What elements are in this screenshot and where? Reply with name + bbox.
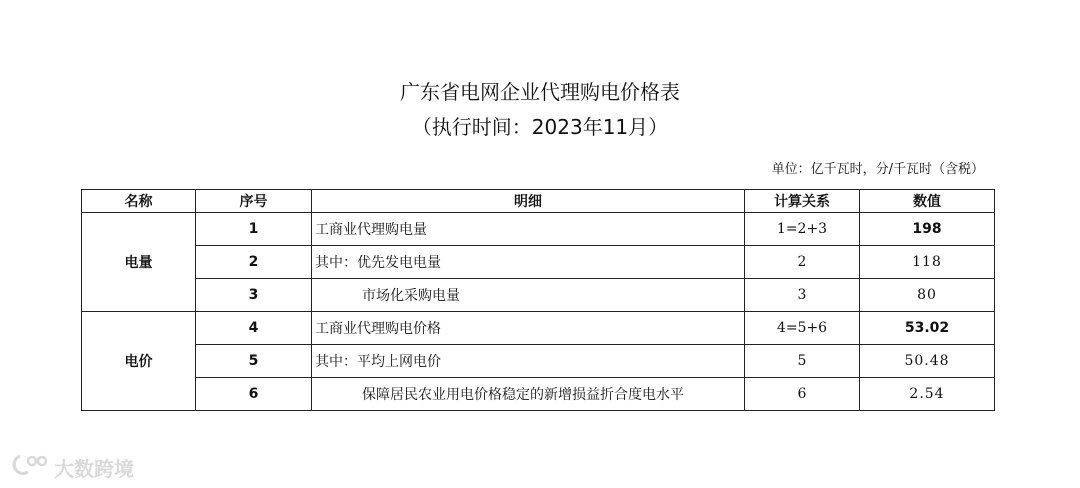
table-row <box>82 378 995 411</box>
watermark <box>10 452 134 483</box>
header-value: 数值 <box>860 190 995 213</box>
table-row <box>82 312 995 345</box>
row-calc: 1=2+3 <box>745 213 860 246</box>
unit-note: 单位：亿千瓦时，分/千瓦时（含税） <box>771 162 984 177</box>
row-value: 50.48 <box>860 345 995 378</box>
header-calc: 计算关系 <box>745 190 860 213</box>
table-row <box>82 279 995 312</box>
row-value: 118 <box>860 246 995 279</box>
row-detail: 工商业代理购电量 <box>312 213 745 246</box>
row-detail: 市场化采购电量 <box>312 279 745 312</box>
page-subtitle: （执行时间：2023年11月） <box>411 115 669 139</box>
header-index: 序号 <box>196 190 312 213</box>
table-header-row <box>82 190 995 213</box>
row-calc: 5 <box>745 345 860 378</box>
group-name-price: 电价 <box>82 312 196 411</box>
row-index: 1 <box>196 213 312 246</box>
header-name: 名称 <box>82 190 196 213</box>
row-index: 6 <box>196 378 312 411</box>
row-calc: 6 <box>745 378 860 411</box>
price-table <box>81 189 995 411</box>
row-index: 2 <box>196 246 312 279</box>
row-calc: 2 <box>745 246 860 279</box>
table-row <box>82 246 995 279</box>
row-detail: 其中：平均上网电价 <box>312 345 745 378</box>
row-detail: 保障居民农业用电价格稳定的新增损益折合度电水平 <box>312 378 745 411</box>
row-index: 5 <box>196 345 312 378</box>
row-value: 80 <box>860 279 995 312</box>
row-value: 2.54 <box>860 378 995 411</box>
row-detail: 其中：优先发电电量 <box>312 246 745 279</box>
group-name-quantity: 电量 <box>82 213 196 312</box>
watermark-text: 大数跨境 <box>54 457 134 481</box>
row-index: 4 <box>196 312 312 345</box>
row-index: 3 <box>196 279 312 312</box>
row-detail: 工商业代理购电价格 <box>312 312 745 345</box>
brand-logo-icon <box>10 452 50 483</box>
row-calc: 4=5+6 <box>745 312 860 345</box>
row-value: 53.02 <box>860 312 995 345</box>
row-calc: 3 <box>745 279 860 312</box>
table-row <box>82 345 995 378</box>
row-value: 198 <box>860 213 995 246</box>
page-title: 广东省电网企业代理购电价格表 <box>400 80 680 104</box>
table-row <box>82 213 995 246</box>
header-detail: 明细 <box>312 190 745 213</box>
